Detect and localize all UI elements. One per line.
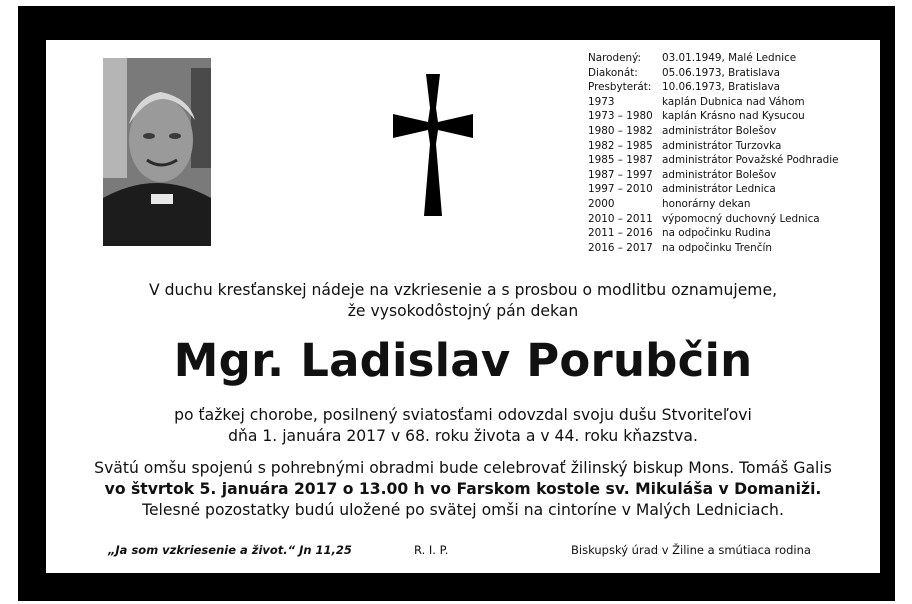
bio-row <box>588 168 858 183</box>
bio-value: kaplán Krásno nad Kysucou <box>662 110 805 123</box>
death-line: dňa 1. januára 2017 v 68. roku života a v 44. roku kňazstva. <box>228 427 698 445</box>
signature: Biskupský úrad v Žiline a smútiaca rodina <box>571 543 811 557</box>
bio-row <box>588 197 858 212</box>
bio-row <box>588 241 858 256</box>
bio-row <box>588 109 858 124</box>
bio-value: administrátor Lednica <box>662 183 776 196</box>
bio-row <box>588 153 858 168</box>
bio-label: 2011 – 2016 <box>588 227 653 240</box>
bio-value: administrátor Bolešov <box>662 168 777 181</box>
bio-row <box>588 182 858 197</box>
death-line: po ťažkej chorobe, posilnený sviatosťami odovzdal svoju dušu Stvoriteľovi <box>174 406 752 424</box>
bio-label: 1973 – 1980 <box>588 110 653 123</box>
rip-text: R. I. P. <box>414 543 449 557</box>
bio-value: 03.01.1949, Malé Lednice <box>662 52 797 64</box>
portrait-photo <box>103 58 211 246</box>
bio-label: 1985 – 1987 <box>588 154 653 167</box>
bio-label: 2000 <box>588 197 615 210</box>
intro-line: V duchu kresťanskej nádeje na vzkriesenie a s prosbou o modlitbu oznamujeme, <box>148 281 778 299</box>
bio-value: administrátor Turzovka <box>662 139 782 152</box>
bio-value: 05.06.1973, Bratislava <box>662 66 781 79</box>
cross-icon <box>393 74 473 216</box>
bio-value: kaplán Dubnica nad Váhom <box>662 95 805 108</box>
bio-row <box>588 80 858 95</box>
bio-label: 1987 – 1997 <box>588 168 653 181</box>
bio-label: Diakonát: <box>588 66 638 79</box>
bio-label: 2016 – 2017 <box>588 241 653 254</box>
bio-value: administrátor Bolešov <box>662 124 777 137</box>
bio-row <box>588 51 858 66</box>
bio-value: 10.06.1973, Bratislava <box>662 81 781 94</box>
bio-value: na odpočinku Rudina <box>662 227 771 240</box>
bio-label: 1997 – 2010 <box>588 183 653 196</box>
bio-label: Presbyterát: <box>588 81 652 94</box>
bio-row <box>588 66 858 81</box>
intro-line: že vysokodôstojný pán dekan <box>347 302 579 320</box>
bio-label: 2010 – 2011 <box>588 212 653 225</box>
mass-line: Svätú omšu spojenú s pohrebnými obradmi bude celebrovať žilinský biskup Mons. Tomáš Galis <box>94 459 832 477</box>
bio-label: Narodený: <box>588 52 642 64</box>
bio-row <box>588 212 858 227</box>
bio-row <box>588 139 858 154</box>
bio-value: administrátor Považské Podhradie <box>662 154 839 167</box>
death-text <box>46 405 880 447</box>
bio-label: 1973 <box>588 95 615 108</box>
intro-text <box>46 280 880 322</box>
bio-value: honorárny dekan <box>662 197 751 210</box>
bio-row <box>588 95 858 110</box>
mass-line: Telesné pozostatky budú uložené po svätej omši na cintoríne v Malých Ledniciach. <box>142 501 784 519</box>
mass-date-line: vo štvrtok 5. januára 2017 o 13.00 h vo Farskom kostole sv. Mikuláša v Domaniži. <box>104 480 822 498</box>
bio-label: 1980 – 1982 <box>588 124 653 137</box>
biography-list <box>588 51 858 255</box>
bio-row <box>588 226 858 241</box>
bio-row <box>588 124 858 139</box>
bio-value: na odpočinku Trenčín <box>662 241 772 254</box>
bio-value: výpomocný duchovný Lednica <box>662 212 820 225</box>
deceased-name: Mgr. Ladislav Porubčin <box>173 334 753 387</box>
bible-quote: „Ja som vzkriesenie a život.“ Jn 11,25 <box>108 543 352 557</box>
bio-label: 1982 – 1985 <box>588 139 653 152</box>
funeral-mass-text <box>46 458 880 521</box>
